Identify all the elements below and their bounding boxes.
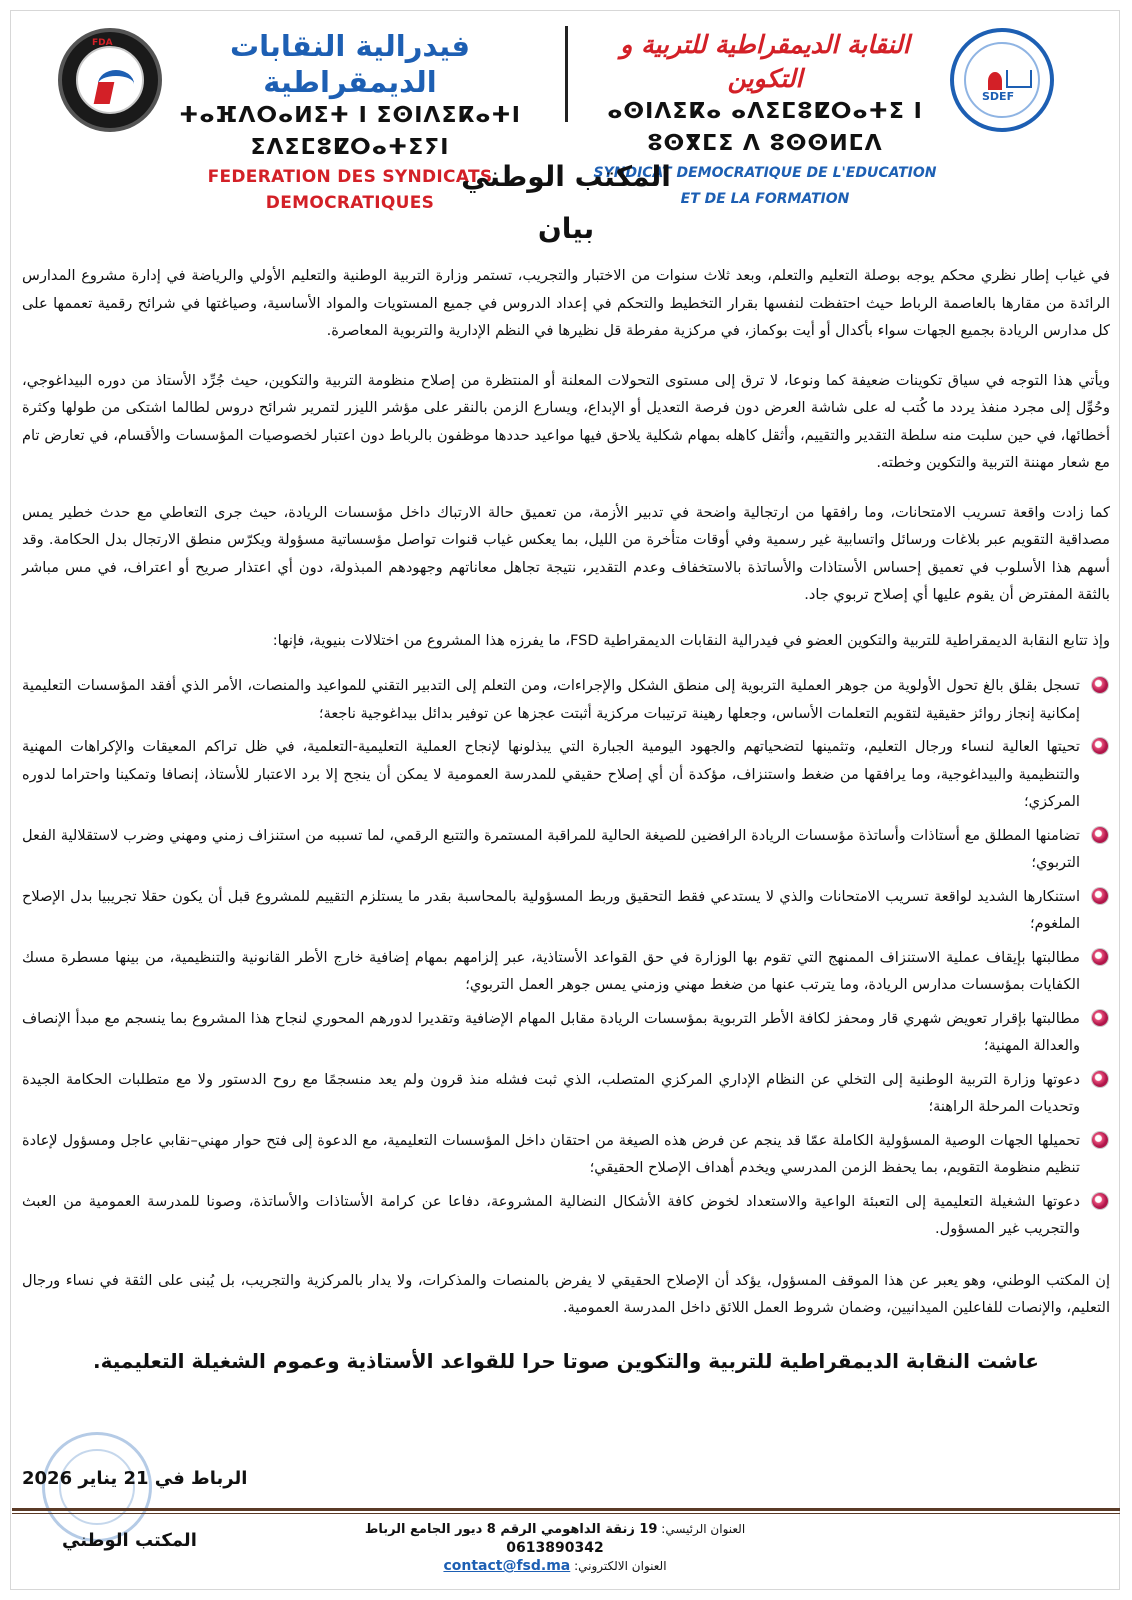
list-item [22,944,1110,999]
list-item-text: تحميلها الجهات الوصية المسؤولية الكاملة عمّا قد ينجم عن فرض هذه الصيغة من احتقان داخل المؤسسات التعليمية، مع الدعوة إلى فتح حوار مهني–نقابي عاجل ومسؤول لإعادة تنظيم منظومة التقويم، بما يحفظ الزمن المدرسي ويخدم أهداف الإصلاح الحقيقي؛ [22,1131,1080,1176]
bullet-icon [1092,949,1108,965]
list-item-text: دعوتها وزارة التربية الوطنية إلى التخلي عن النظام الإداري المركزي المتصلب، الذي ثبت فشله منذ قرون ولم يعد منسجمًا مع روح الدستور ولا مع متطلبات الحكامة الجيدة وتحديات المرحلة الراهنة؛ [22,1070,1080,1115]
statement-title: بيان [537,212,595,245]
list-item-text: مطالبتها بإقرار تعويض شهري قار ومحفز لكافة الأطر التربوية بمؤسسات الريادة مقابل المهام الإضافية وتقديرا لدورهم المحوري لنجاح هذا المشروع بما ينسجم مع مبدأ الإنصاف والعدالة المهنية؛ [22,1009,1080,1054]
footer-address [320,1520,790,1575]
paragraph-1: في غياب إطار نظري محكم يوجه بوصلة التعليم والتعلم، وبعد ثلاث سنوات من الاختبار والتجريب، تستمر وزارة التربية الوطنية والتعليم الأولي والرياضة في إدارة مشروع المدارس الرائدة من مقارها بالعاصمة الرباط حيث احتفظت لنفسها بقرار التخطيط والتحكم في إعداد الدروس في جميع المستويات والمواد الأساسية، وصياغتها في شرائح رقمية تعممها على كل مدارس الريادة بجميع الجهات سواء بأكدال أو أيت بوكماز، في مركزية مفرطة قل نظيرها في النظم الإدارية والتربوية المعاصرة. [22,267,1110,339]
bullet-icon [1092,1132,1108,1148]
list-item-text: تحيتها العالية لنساء ورجال التعليم، وتثمينها لتضحياتهم والجهود اليومية الجبارة التي يبذلونها لإنجاح العملية التعليمية-التعلمية، في ظل تراكم المعيقات والإكراهات المهنية والتنظيمية والبيداغوجية، وما يرافقها من ضغط واستنزاف، مؤكدة أن أي إصلاح حقيقي للمدرسة العمومية لا يمكن أن ينجح إلا برد الاعتبار للأستاذ، إنصافا وتمكينا واحتراما لدوره المركزي؛ [22,738,1080,810]
list-item [22,1066,1110,1121]
list-item [22,822,1110,877]
bullet-icon [1092,888,1108,904]
paragraph-2: ويأتي هذا التوجه في سياق تكوينات ضعيفة كما ونوعا، لا ترق إلى مستوى التحولات المعلنة أو المنتظرة من إصلاح منظومة التربية والتكوين، حيث جُرِّد الأستاذ من دوره البيداغوجي، وحُوِّل إلى مجرد منفذ يردد ما كُتب له على شاشة العرض دون فرصة التعديل أو الإبداع، ويسارع الزمن بالنقر على مؤشر الليزر لتمرير شرائح دروس لطالما اشتكى من طولها وكثرة أخطائها، في حين سلبت منه سلطة التقدير والتقييم، وأثقل كاهله بمهام شكلية يلاحق فيها مواعيد حددها موظفون بالرباط دون اعتبار لخصوصيات المؤسسات والأقسام، في تعارض تام مع شعار مهننة التربية والتكوين وخطته. [22,371,1110,471]
list-item-text: تضامنها المطلق مع أستاذات وأساتذة مؤسسات الريادة الرافضين للصيغة الحالية للمراقبة المستمرة والتتبع الرقمي، لما تسببه من استنزاف زمني ومهني وضرب لاستقلالية الفعل التربوي؛ [22,826,1080,871]
email-link[interactable]: contact@fsd.ma [443,1558,571,1574]
email-label: العنوان الالكتروني: [574,1559,667,1573]
fsd-logo-emblem [76,46,144,114]
list-item [22,1005,1110,1060]
list-item-text: استنكارها الشديد لواقعة تسريب الامتحانات والذي لا يستدعي فقط التحقيق وربط المسؤولية بالمحاسبة بقدر ما يستلزم التقييم للمشروع قبل أن يكون حقلا تجريبيا بدل الإصلاح الملغوم؛ [22,887,1080,932]
list-item-text: تسجل بقلق بالغ تحول الأولوية من جوهر العملية التربوية إلى منطق الشكل والإجراءات، ومن التعلم إلى التدبير التقني للمواعيد والمنصات، الأمر الذي أفقد المؤسسات التعليمية إمكانية إنجاز روائز حقيقية لتقويم التعلمات الأساس، وجعلها رهينة ترتيبات مركزية أثبتت عجزها عن توفير بدائل بيداغوجية ناجعة؛ [22,677,1080,722]
hq-address: 19 زنقة الداهومي الرقم 8 ديور الجامع الرباط [364,1522,658,1537]
book-icon [1006,70,1032,88]
teacher-figure-icon [988,72,1002,90]
list-item [22,672,1110,727]
signature: المكتب الوطني [62,1530,197,1551]
red-figure-icon [94,82,115,104]
office-title: المكتب الوطني [461,160,671,193]
list-item [22,1127,1110,1182]
header-divider [565,26,568,122]
sdef-logo-tag: SDEF [982,90,1015,103]
bullet-icon [1092,677,1108,693]
bullet-icon [1092,827,1108,843]
hq-label: العنوان الرئيسي: [661,1522,746,1536]
footer-rule [12,1508,1120,1511]
fsd-name-tifinagh: ⵜⴰⴼⴷⵔⴰⵍⵉⵜ ⵏ ⵉⵙⵏⴷⵉⴽⴰⵜⵏ ⵉⴷⵉⵎⵓⵇⵔⴰⵜⵉⵢⵏ [179,103,521,160]
fsd-name-arabic: فيدرالية النقابات الديمقراطية [230,29,470,99]
fsd-name-french: FEDERATION DES SYNDICATS DEMOCRATIQUES [207,167,493,213]
sdef-logo-emblem [964,42,1040,118]
footer-rule-thin [12,1513,1120,1514]
phone-number[interactable]: 0613890342 [506,1540,604,1556]
paragraph-3: كما زادت واقعة تسريب الامتحانات، وما رافقها من ارتجالية واضحة في تدبير الأزمة، من تعميق حالة الارتباك داخل مؤسسات الريادة، حيث جرى التعاطي مع حدث خطير يمس مصداقية التقويم عبر بلاغات ورسائل واتسابية غير رسمية وفي أوقات متأخرة من الليل، بما يعكس غياب قنوات تواصل مؤسساتية مسؤولة ويكرّس منطق الارتجال بدل الحكامة. وقد أسهم هذا الأسلوب في تعميق إحساس الأستاذات والأساتذة بالاستخفاف وعدم التقدير، نتيجة تجاهل معاناتهم وجهودهم المبذولة، دون أي اعتذار صريح أو اعتراف، في مس مباشر بالثقة المفترض أن يقوم عليها أي إصلاح تربوي جاد. [22,503,1110,603]
sdef-name-arabic: النقابة الديمقراطية للتربية و التكوين [620,30,910,93]
conclusion-paragraph: إن المكتب الوطني، وهو يعبر عن هذا الموقف المسؤول، يؤكد أن الإصلاح الحقيقي لا يفرض بالمنصات والمذكرات، ولا يدار بالمركزية والتجريب، بل يُبنى على الثقة في نساء ورجال التعليم، والإنصات للفاعلين الميدانيين، وضمان شروط العمل اللائق داخل المدرسة العمومية. [22,1271,1110,1316]
bullet-icon [1092,1071,1108,1087]
list-item-text: دعوتها الشغيلة التعليمية إلى التعبئة الواعية والاستعداد لخوض كافة الأشكال النضالية المشروعة، دفاعا عن كرامة الأستاذات والأساتذة، وصونا للمدرسة العمومية من العبث والتجريب غير المسؤول. [22,1192,1080,1237]
statement-body [22,262,1110,1376]
fsd-logo-tag: FDA [92,38,113,48]
bullet-icon [1092,1193,1108,1209]
sdef-name-tifinagh: ⴰⵙⵏⴷⵉⴽⴰ ⴰⴷⵉⵎⵓⵇⵔⴰⵜⵉ ⵏ ⵓⵙⴳⵎⵉ ⴷ ⵓⵙⵙⵍⵎⴷ [607,99,923,156]
demands-list [22,672,1110,1243]
list-item [22,733,1110,816]
paragraph-4: وإذ تتابع النقابة الديمقراطية للتربية والتكوين العضو في فيدرالية النقابات الديمقراطية FSD، ما يفرزه هذا المشروع من اختلالات بنيوية، فإنها: [272,631,1110,649]
list-item [22,883,1110,938]
bullet-icon [1092,738,1108,754]
closing-slogan: عاشت النقابة الديمقراطية للتربية والتكوين صوتا حرا للقواعد الأستاذية وعموم الشغيلة التعليمية. [93,1348,1039,1373]
list-item [22,1188,1110,1243]
sdef-logo [950,28,1054,132]
bullet-icon [1092,1010,1108,1026]
date-line: الرباط في 21 يناير 2026 [22,1468,248,1489]
list-item-text: مطالبتها بإيقاف عملية الاستنزاف الممنهج التي تقوم بها الوزارة في حق القواعد الأستاذية، عبر إلزامهم بمهام إضافية خارج الأطر القانونية والتنظيمية، من بينها مسطرة مسك الكفايات بمؤسسات مدارس الريادة، وما يترتب عنها من ضغط مهني وزمني يمس جوهر العمل التربوي؛ [22,948,1080,993]
sdef-name-french: SYNDICAT DEMOCRATIQUE DE L'EDUCATION ET DE LA FORMATION [593,165,937,207]
fsd-logo [58,28,162,132]
